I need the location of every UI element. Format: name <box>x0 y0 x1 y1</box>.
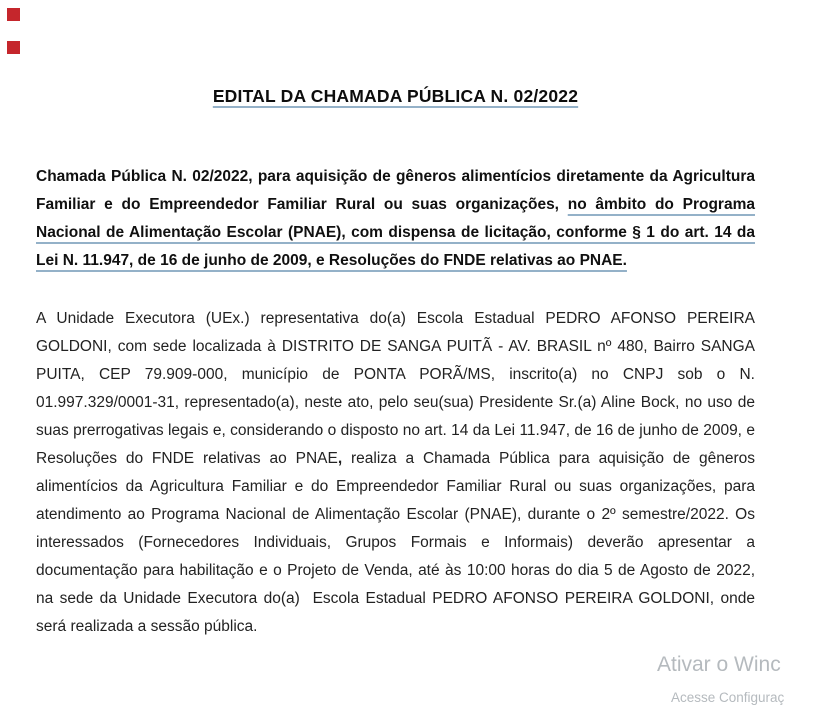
bold-comma: , <box>337 450 343 467</box>
opening-paragraph <box>36 163 755 275</box>
opening-paragraph-underlined-text: no âmbito do Programa Nacional de Alimentação Escolar (PNAE), com dispensa de licitação, conforme § 1 do art. 14 da Lei N. 11.947, de 16 de junho de 2009, e Resoluções do FNDE relativas ao PNAE. <box>36 196 755 269</box>
document-title <box>36 84 755 108</box>
body-paragraph <box>36 305 760 641</box>
body-paragraph-part1: A Unidade Executora (UEx.) representativa do(a) Escola Estadual PEDRO AFONSO PEREIRA GOLDONI, com sede localizada à DISTRITO DE SANGA PUITÃ - AV. BRASIL nº 480, Bairro SANGA PUITA, CEP 79.909-000, município de PONTA PORÃ/MS, inscrito(a) no CNPJ sob o N. 01.997.329/0001-31, representado(a), neste ato, pelo seu(sua) Presidente Sr.(a) Aline Bock, no uso de suas prerrogativas legais e, considerando o disposto no art. 14 da Lei 11.947, de 16 de junho de 2009, e Resoluções do FNDE relativas ao PNAE <box>36 310 760 467</box>
red-square-icon <box>7 8 20 21</box>
document-content <box>36 0 760 641</box>
windows-activation-watermark-line2: Acesse Configuraç <box>671 690 785 705</box>
body-paragraph-part2: realiza a Chamada Pública para aquisição de gêneros alimentícios da Agricultura Familiar e do Empreendedor Familiar Rural ou suas organizações, para atendimento ao Programa Nacional de Alimentação Escolar (PNAE), durante o 2º semestre/2022. Os interessados (Fornecedores Individuais, Grupos Formais e Informais) deverão apresentar a documentação para habilitação e o Projeto de Venda, até às 10:00 horas do dia 5 de Agosto de 2022, na sede da Unidade Executora do(a) Escola Estadual PEDRO AFONSO PEREIRA GOLDONI, onde será realizada a sessão pública. <box>36 450 760 635</box>
document-title-text: EDITAL DA CHAMADA PÚBLICA N. 02/2022 <box>212 86 579 106</box>
red-square-icon <box>7 41 20 54</box>
windows-activation-watermark-line1: Ativar o Winc <box>657 653 781 676</box>
opening-paragraph-plain-text: Chamada Pública N. 02/2022, para aquisição de gêneros alimentícios diretamente da Agricultura Familiar e do Empreendedor Familiar Rural ou suas organizações, <box>36 168 755 213</box>
